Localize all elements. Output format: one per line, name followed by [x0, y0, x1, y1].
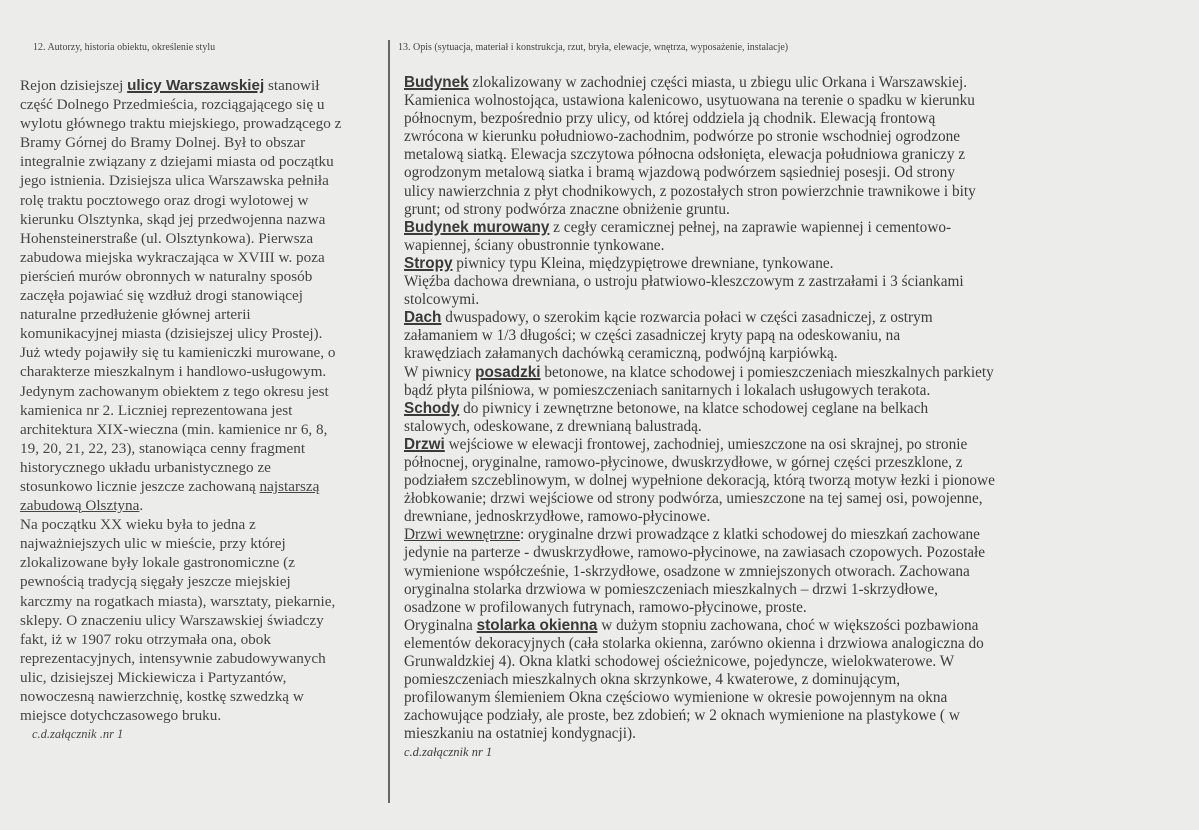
text-line: Drzwi wewnętrzne: oryginalne drzwi prowadzące z klatki schodowej do mieszkań zachowane [404, 526, 980, 544]
keyword-budynek: Budynek [404, 74, 469, 91]
text-line: ulic, dzisiejszej Mickiewicza i Partyzantów, [20, 668, 287, 686]
text-line: zaczęła pojawiać się wzdłuż drogi stanowiącej [20, 287, 303, 305]
text-line: miejsce dotychczasowego bruku. [20, 707, 222, 725]
text-line: grunt; od strony podwórza znaczne obniżenie gruntu. [404, 200, 730, 218]
column-divider [388, 40, 390, 803]
keyword-stolarka-okienna: stolarka okienna [476, 616, 598, 634]
text-line: pewnością tradycją sięgały jeszcze miejskiej [20, 573, 291, 591]
underlined-najstarsza: najstarszą [259, 477, 320, 495]
text-line: naturalne przedłużenie głównej arterii [20, 306, 251, 324]
text-line: stolcowymi. [404, 291, 480, 309]
text-line: reprezentacyjnych, intensywnie zabudowywanych [20, 649, 326, 667]
text-line: W piwnicy posadzki betonowe, na klatce schodowej i pomieszczeniach mieszkalnych parkiety [404, 363, 994, 381]
text-line: podziałem szczeblinowym, w dolnej wypełnione dekoracją, którą tworzą motyw łezki i pionowe [404, 472, 995, 490]
text-line: mieszkaniu na ostatniej kondygnacji). [404, 725, 636, 743]
section-13-header: 13. Opis (sytuacja, materiał i konstrukcja, rzut, bryła, elewacje, wnętrza, wyposażenie, instalacje) [398, 42, 789, 53]
text-line: Więźba dachowa drewniana, o ustroju płatwiowo-kleszczowym z zastrzałami i 3 ściankami [404, 273, 964, 291]
text-line: oryginalna stolarka drzwiowa w pomieszczeniach mieszkalnych – drzwi 1-skrzydłowe, [404, 580, 938, 598]
keyword-schody: Schody [404, 399, 460, 417]
text-line: kierunku Olsztynka, skąd jej przedwojenna nazwa [20, 210, 326, 228]
text-line: ulicy nawierzchnia z płyt chodnikowych, z pozostałych stron powierzchnie trawnikowe i bity [404, 182, 976, 200]
keyword-stropy: Stropy [404, 254, 453, 272]
text-line: Budynek zlokalizowany w zachodniej części miasta, u zbiegu ulic Orkana i Warszawskiej. [404, 74, 968, 91]
text-line: Drzwi wejściowe w elewacji frontowej, zachodniej, umieszczone na osi skrajnej, po stronie [404, 435, 968, 453]
text-line: charakterze mieszkalnym i handlowo-usługowym. [20, 363, 327, 381]
text-line: profilowanym ślemieniem Okna częściowo wymienione w okresie powojennym na okna [404, 689, 948, 707]
text-line: najważniejszych ulic w mieście, przy której [20, 535, 286, 553]
text-line: Kamienica wolnostojąca, ustawiona kalenicowo, usytuowana na terenie o spadku w kierunku [404, 92, 975, 110]
keyword-dach: Dach [404, 309, 442, 327]
text-line: pierścień murów obronnych w naturalny sposób [20, 267, 313, 285]
text-line: krawędziach załamanych dachówką ceramiczną, podwójną karpiówką. [404, 345, 838, 363]
text-line: Jedynym zachowanym obiektem z tego okresu jest [20, 382, 329, 400]
text-line: jedynie na parterze - dwuskrzydłowe, ramowo-płycinowe, na zawiasach czopowych. Pozostałe [404, 544, 986, 562]
text-line: zlokalizowane były lokale gastronomiczne (z [20, 554, 295, 572]
underlined-drzwi-wewnetrzne: Drzwi wewnętrzne [404, 526, 520, 544]
text-line: historycznego układu urbanistycznego ze [20, 458, 271, 476]
text-line: wapiennej, ściany obustronnie tynkowane. [404, 236, 665, 254]
text-line: zwrócona w kierunku południowo-zachodnim, podwórze po stronie wschodniej ogrodzone [404, 128, 961, 146]
text-line: metalową siatką. Elewacja szczytowa północna odsłonięta, elewacja południowa graniczy z [404, 146, 966, 164]
text-line: północnym, bezpośrednio przy ulicy, od której oddziela ją chodnik. Elewacją frontową [404, 110, 936, 128]
keyword-posadzki: posadzki [475, 363, 541, 381]
text-line: Grunwaldzkiej 4). Okna klatki schodowej ościeżnicowe, pojedyncze, wielokwaterowe. W [404, 653, 955, 670]
history-text [20, 76, 382, 744]
text-line: bądź płyta pilśniowa, w pomieszczeniach sanitarnych i lokalach usługowych terakota. [404, 381, 931, 399]
underlined-zabudowa-olsztyna: zabudową Olsztyna [20, 497, 140, 515]
text-line: sklepy. O znaczeniu ulicy Warszawskiej świadczy [20, 611, 324, 629]
text-line: kamienica nr 2. Liczniej reprezentowana jest [20, 401, 293, 419]
text-line: północnej, oryginalne, ramowo-płycinowe, dwuskrzydłowe, w górnej części przeszklone, z [404, 453, 963, 471]
text-line: osadzone w profilowanych futrynach, ramowo-płycinowe, proste. [404, 598, 807, 616]
text-line: zachowujące podziały, ale proste, bez zdobień; w 2 oknach wymienione na plastykowe ( w [404, 707, 960, 725]
text-line: Już wtedy pojawiły się tu kamieniczki murowane, o [20, 344, 336, 362]
text-line: fakt, iż w 1907 roku otrzymała ona, obok [20, 630, 271, 648]
text-line: pomieszczeniach mieszkalnych okna skrzynkowe, 4 kwaterowe, z dominującym, [404, 671, 901, 689]
text-line: komunikacyjnej miasta (dzisiejszej ulicy Prostej). [20, 325, 323, 343]
text-line: rolę traktu pocztowego oraz drogi wylotowej w [20, 191, 309, 209]
text-line: Dach dwuspadowy, o szerokim kącie rozwarcia połaci w części zasadniczej, z ostrym [404, 309, 933, 327]
text-line: integralnie związany z dziejami miasta od początku [20, 153, 334, 171]
text-line: karczmy na rogatkach miasta), warsztaty, piekarnie, [20, 592, 336, 610]
text-line: część Dolnego Przedmieścia, rozciągającego się u [20, 96, 325, 114]
text-line: ogrodzonym metalową siatka i bramą wjazdową podwórzem sąsiedniej posesji. Od strony [404, 164, 955, 182]
text-line: stalowych, odeskowane, z drewnianą balustradą. [404, 417, 702, 435]
attachment-reference: c.d.załącznik nr 1 [404, 745, 493, 760]
text-line: Schody do piwnicy i zewnętrzne betonowe, na klatce schodowej ceglane na belkach [404, 399, 929, 417]
text-line: załamaniem w 1/3 długości; w części zasadniczej kryty papą na odeskowaniu, na [404, 327, 901, 345]
text-line: Bramy Górnej do Bramy Dolnej. Był to obszar [20, 134, 306, 152]
text-line: architektura XIX-wieczna (min. kamienice nr 6, 8, [20, 420, 328, 438]
text-line: zabudowa miejska wykraczająca w XVIII w. poza [20, 248, 325, 266]
keyword-budynek-murowany: Budynek murowany [404, 218, 550, 236]
text-line: Budynek murowany z cegły ceramicznej pełnej, na zaprawie wapiennej i cementowo- [404, 218, 952, 236]
text-line: wymienione współcześnie, 1-skrzydłowe, osadzone w zmniejszonych otworach. Zachowana [404, 562, 970, 580]
text-line: wylotu głównego traktu miejskiego, prowadzącego z [20, 115, 342, 133]
attachment-reference: c.d.załącznik .nr 1 [32, 727, 124, 742]
text-line: żłobkowanie; drzwi wejściowe od strony podwórza, umieszczone na tej samej osi, powojenne, [404, 490, 983, 508]
text-line: 19, 20, 21, 22, 23), stanowiąca cenny fragment [20, 439, 306, 457]
text-line: Oryginalna stolarka okienna w dużym stopniu zachowana, choć w większości pozbawiona [404, 616, 979, 634]
text-line: drewniane, jednoskrzydłowe, ramowo-płycinowe. [404, 508, 711, 526]
text-line: Na początku XX wieku była to jedna z [20, 516, 256, 534]
text-line: Stropy piwnicy typu Kleina, międzypiętrowe drewniane, tynkowane. [404, 254, 834, 272]
description-text [404, 74, 1094, 762]
text-line: elementów dekoracyjnych (cała stolarka okienna, zarówno okienna i drzwiowa analogiczna do [404, 634, 984, 652]
text-line: stosunkowo licznie jeszcze zachowaną najstarszą [20, 477, 320, 495]
section-12-header: 12. Autorzy, historia obiektu, określenie stylu [33, 42, 216, 53]
keyword-ulica-warszawska: ulicy Warszawskiej [127, 77, 265, 94]
text-line: zabudową Olsztyna. [20, 497, 144, 515]
text-line: Rejon dzisiejszej ulicy Warszawskiej stanowił [20, 77, 320, 94]
text-line: jego istnienia. Dzisiejsza ulica Warszawska pełniła [20, 172, 329, 190]
keyword-drzwi: Drzwi [404, 435, 445, 453]
text-line: nowoczesną nawierzchnię, kostkę szwedzką w [20, 688, 304, 705]
text-line: Hohensteinerstraße (ul. Olsztynkowa). Pierwsza [20, 229, 314, 247]
